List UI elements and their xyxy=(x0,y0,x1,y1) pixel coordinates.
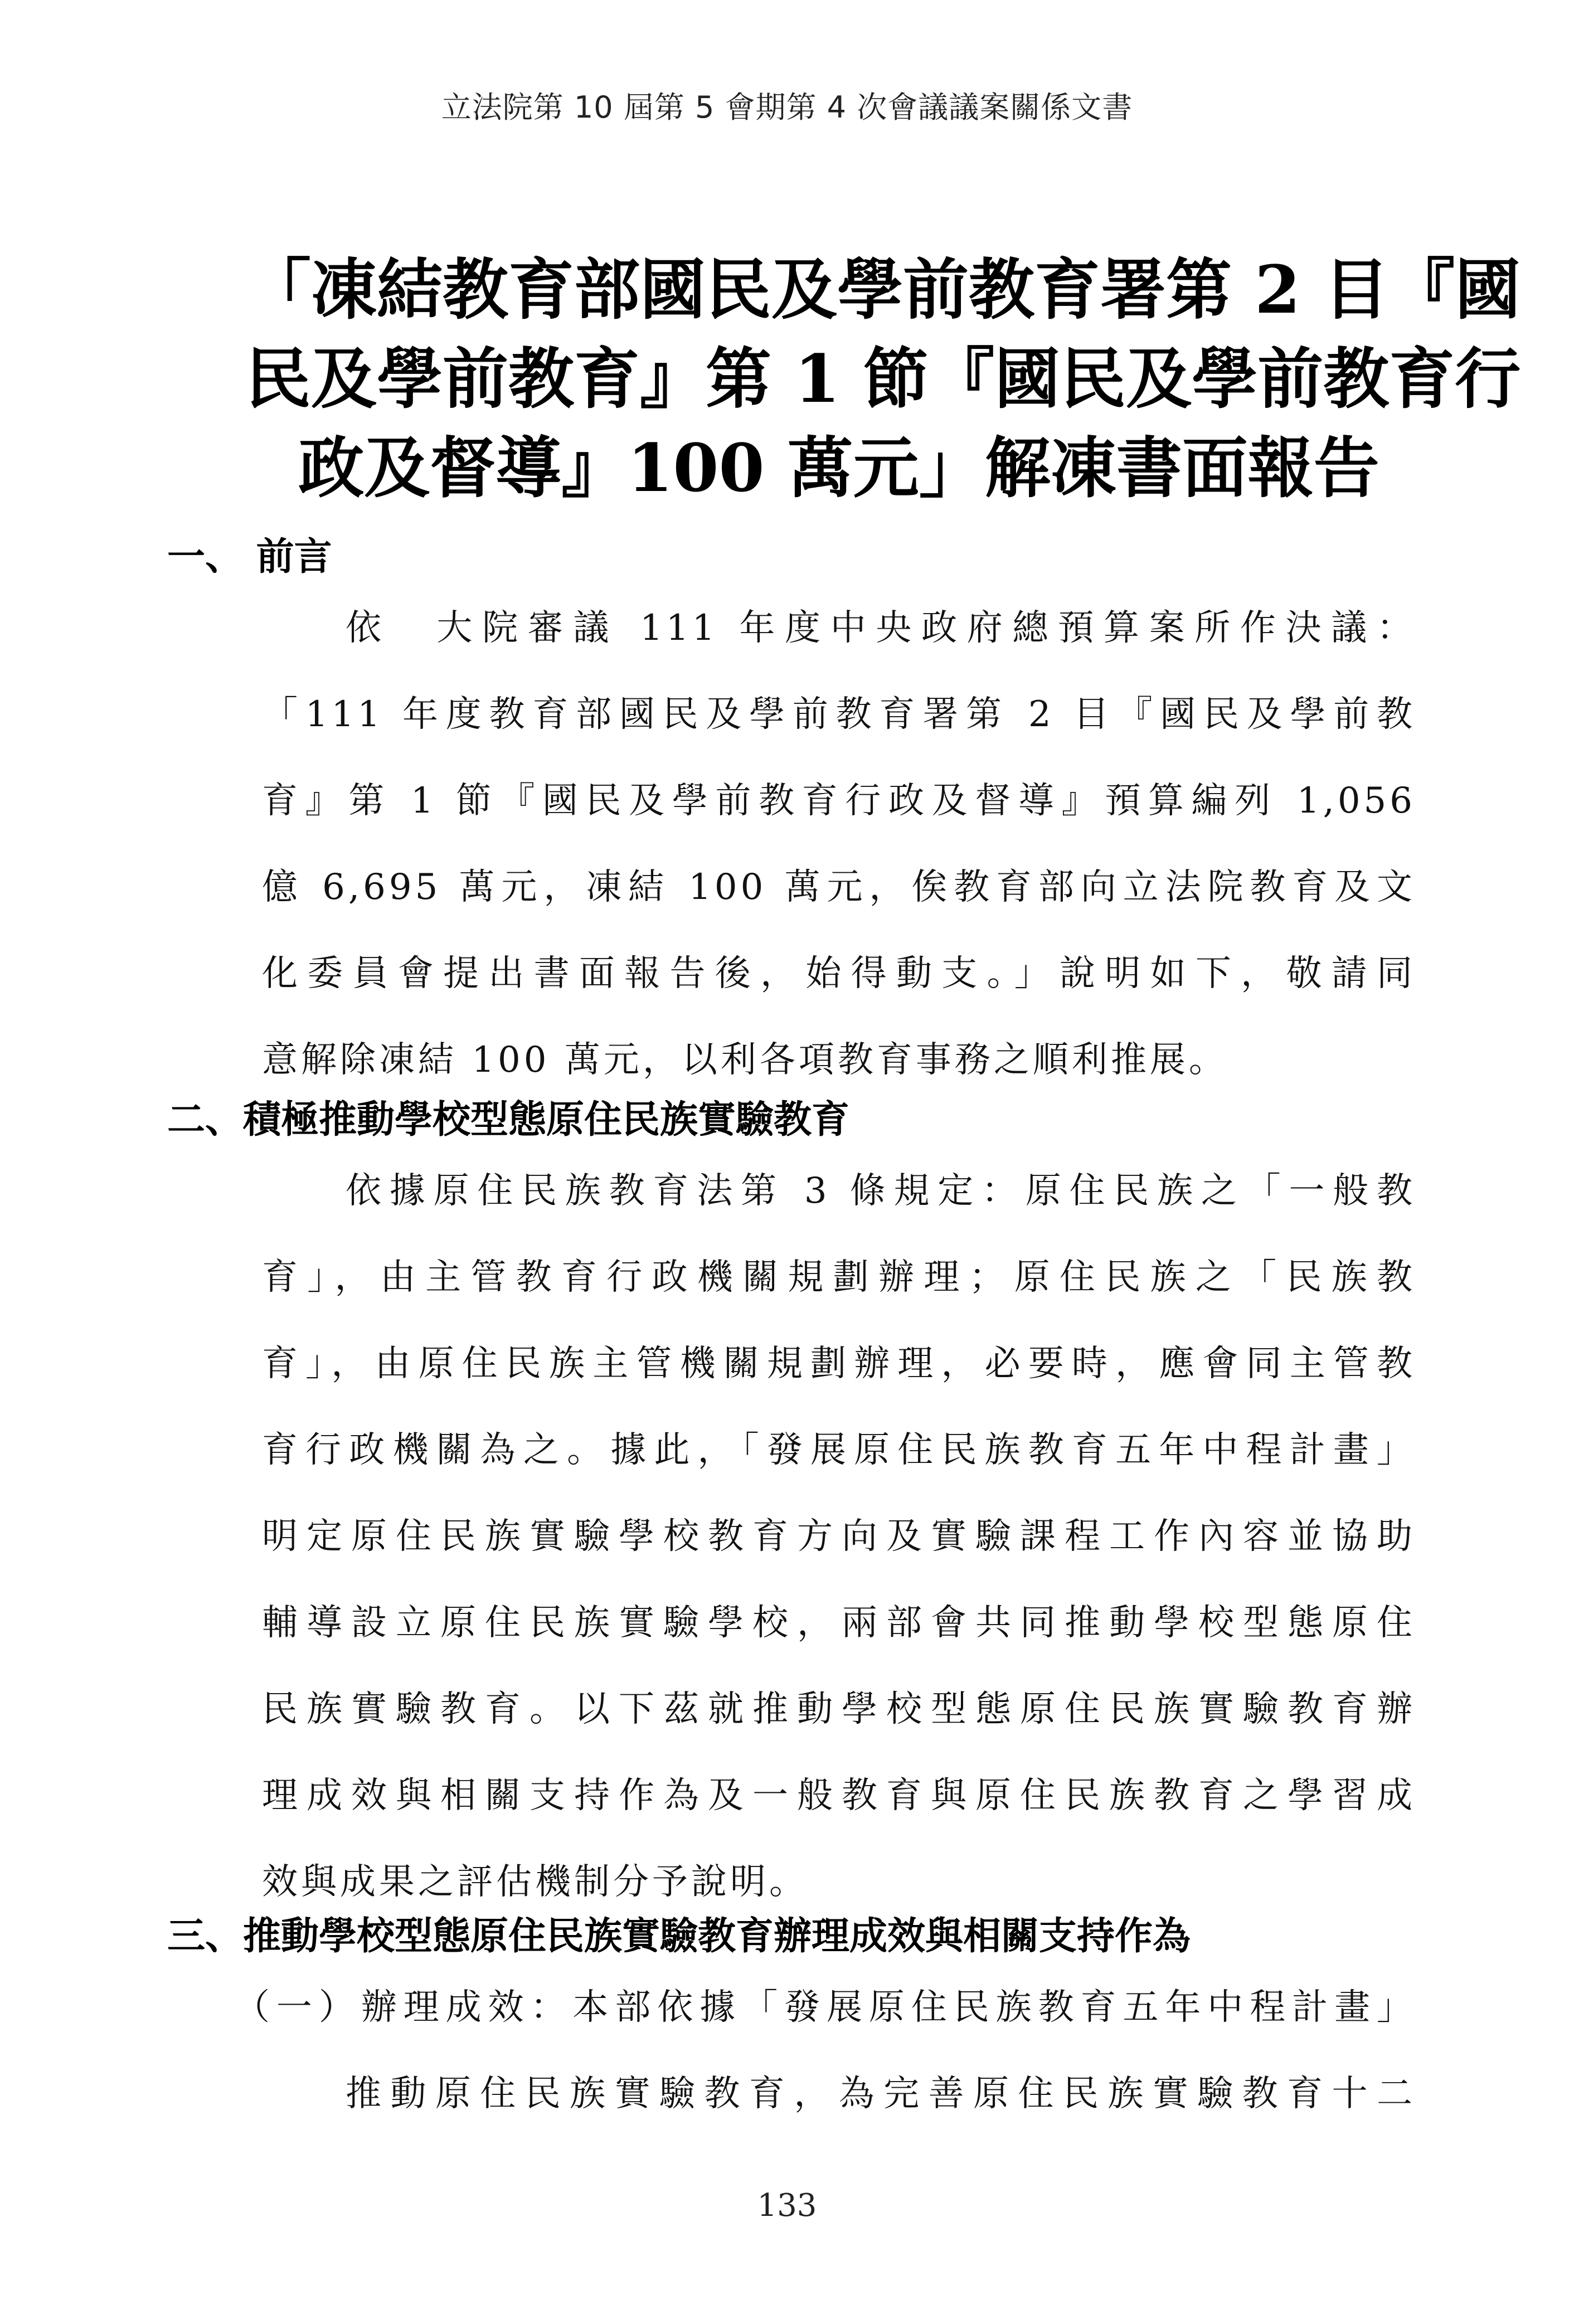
section-heading-indigenous-education: 二、積極推動學校型態原住民族實驗教育 xyxy=(167,1098,850,1142)
section-body-indigenous-education xyxy=(262,1148,1416,1926)
paragraph-line: 育」，由主管教育行政機關規劃辦理；原住民族之「民族教 xyxy=(262,1257,1416,1298)
paragraph-line: 化委員會提出書面報告後，始得動支。」說明如下，敬請同 xyxy=(262,953,1416,994)
paragraph-line: 理成效與相關支持作為及一般教育與原住民族教育之學習成 xyxy=(262,1775,1416,1816)
paragraph-line: 輔導設立原住民族實驗學校，兩部會共同推動學校型態原住 xyxy=(262,1602,1416,1644)
paragraph-line: 意解除凍結 100 萬元，以利各項教育事務之順利推展。 xyxy=(262,1039,1228,1081)
paragraph-line: （一）辦理成效：本部依據「發展原住民族教育五年中程計畫」 xyxy=(234,1987,1416,2028)
paragraph-line: 育」，由原住民族主管機關規劃辦理，必要時，應會同主管教 xyxy=(262,1343,1416,1384)
running-header: 立法院第 10 屆第 5 會期第 4 次會議議案關係文書 xyxy=(441,90,1133,125)
paragraph-line: 推動原住民族實驗教育，為完善原住民族實驗教育十二 xyxy=(346,2073,1416,2114)
section-heading-preface: 一、 前言 xyxy=(167,535,332,579)
page-number: 133 xyxy=(757,2187,817,2224)
paragraph-line: 育行政機關為之。據此，「發展原住民族教育五年中程計畫」 xyxy=(262,1430,1416,1471)
paragraph-line: 民族實驗教育。以下茲就推動學校型態原住民族實驗教育辦 xyxy=(262,1689,1416,1730)
paragraph-line: 依 大院審議 111 年度中央政府總預算案所作決議： xyxy=(346,607,1416,649)
paragraph-line: 依據原住民族教育法第 3 條規定：原住民族之「一般教 xyxy=(346,1170,1416,1212)
section-body-preface xyxy=(262,585,1416,1103)
document-title xyxy=(245,245,1521,513)
paragraph-line: 億 6,695 萬元，凍結 100 萬元，俟教育部向立法院教育及文 xyxy=(262,867,1416,908)
title-line-1: 「凍結教育部國民及學前教育署第 2 目『國 xyxy=(245,251,1521,328)
paragraph-line: 育』第 1 節『國民及學前教育行政及督導』預算編列 1,056 xyxy=(262,780,1416,821)
section-body-achievements xyxy=(234,1965,1416,2137)
title-line-2: 民及學前教育』第 1 節『國民及學前教育行 xyxy=(245,340,1521,417)
title-line-3: 政及督導』100 萬元」解凍書面報告 xyxy=(298,429,1379,507)
paragraph-line: 「111 年度教育部國民及學前教育署第 2 目『國民及學前教 xyxy=(262,694,1416,735)
section-heading-achievements: 三、推動學校型態原住民族實驗教育辦理成效與相關支持作為 xyxy=(167,1914,1191,1958)
paragraph-line: 效與成果之評估機制分予說明。 xyxy=(262,1861,808,1903)
paragraph-line: 明定原住民族實驗學校教育方向及實驗課程工作內容並協助 xyxy=(262,1516,1416,1557)
